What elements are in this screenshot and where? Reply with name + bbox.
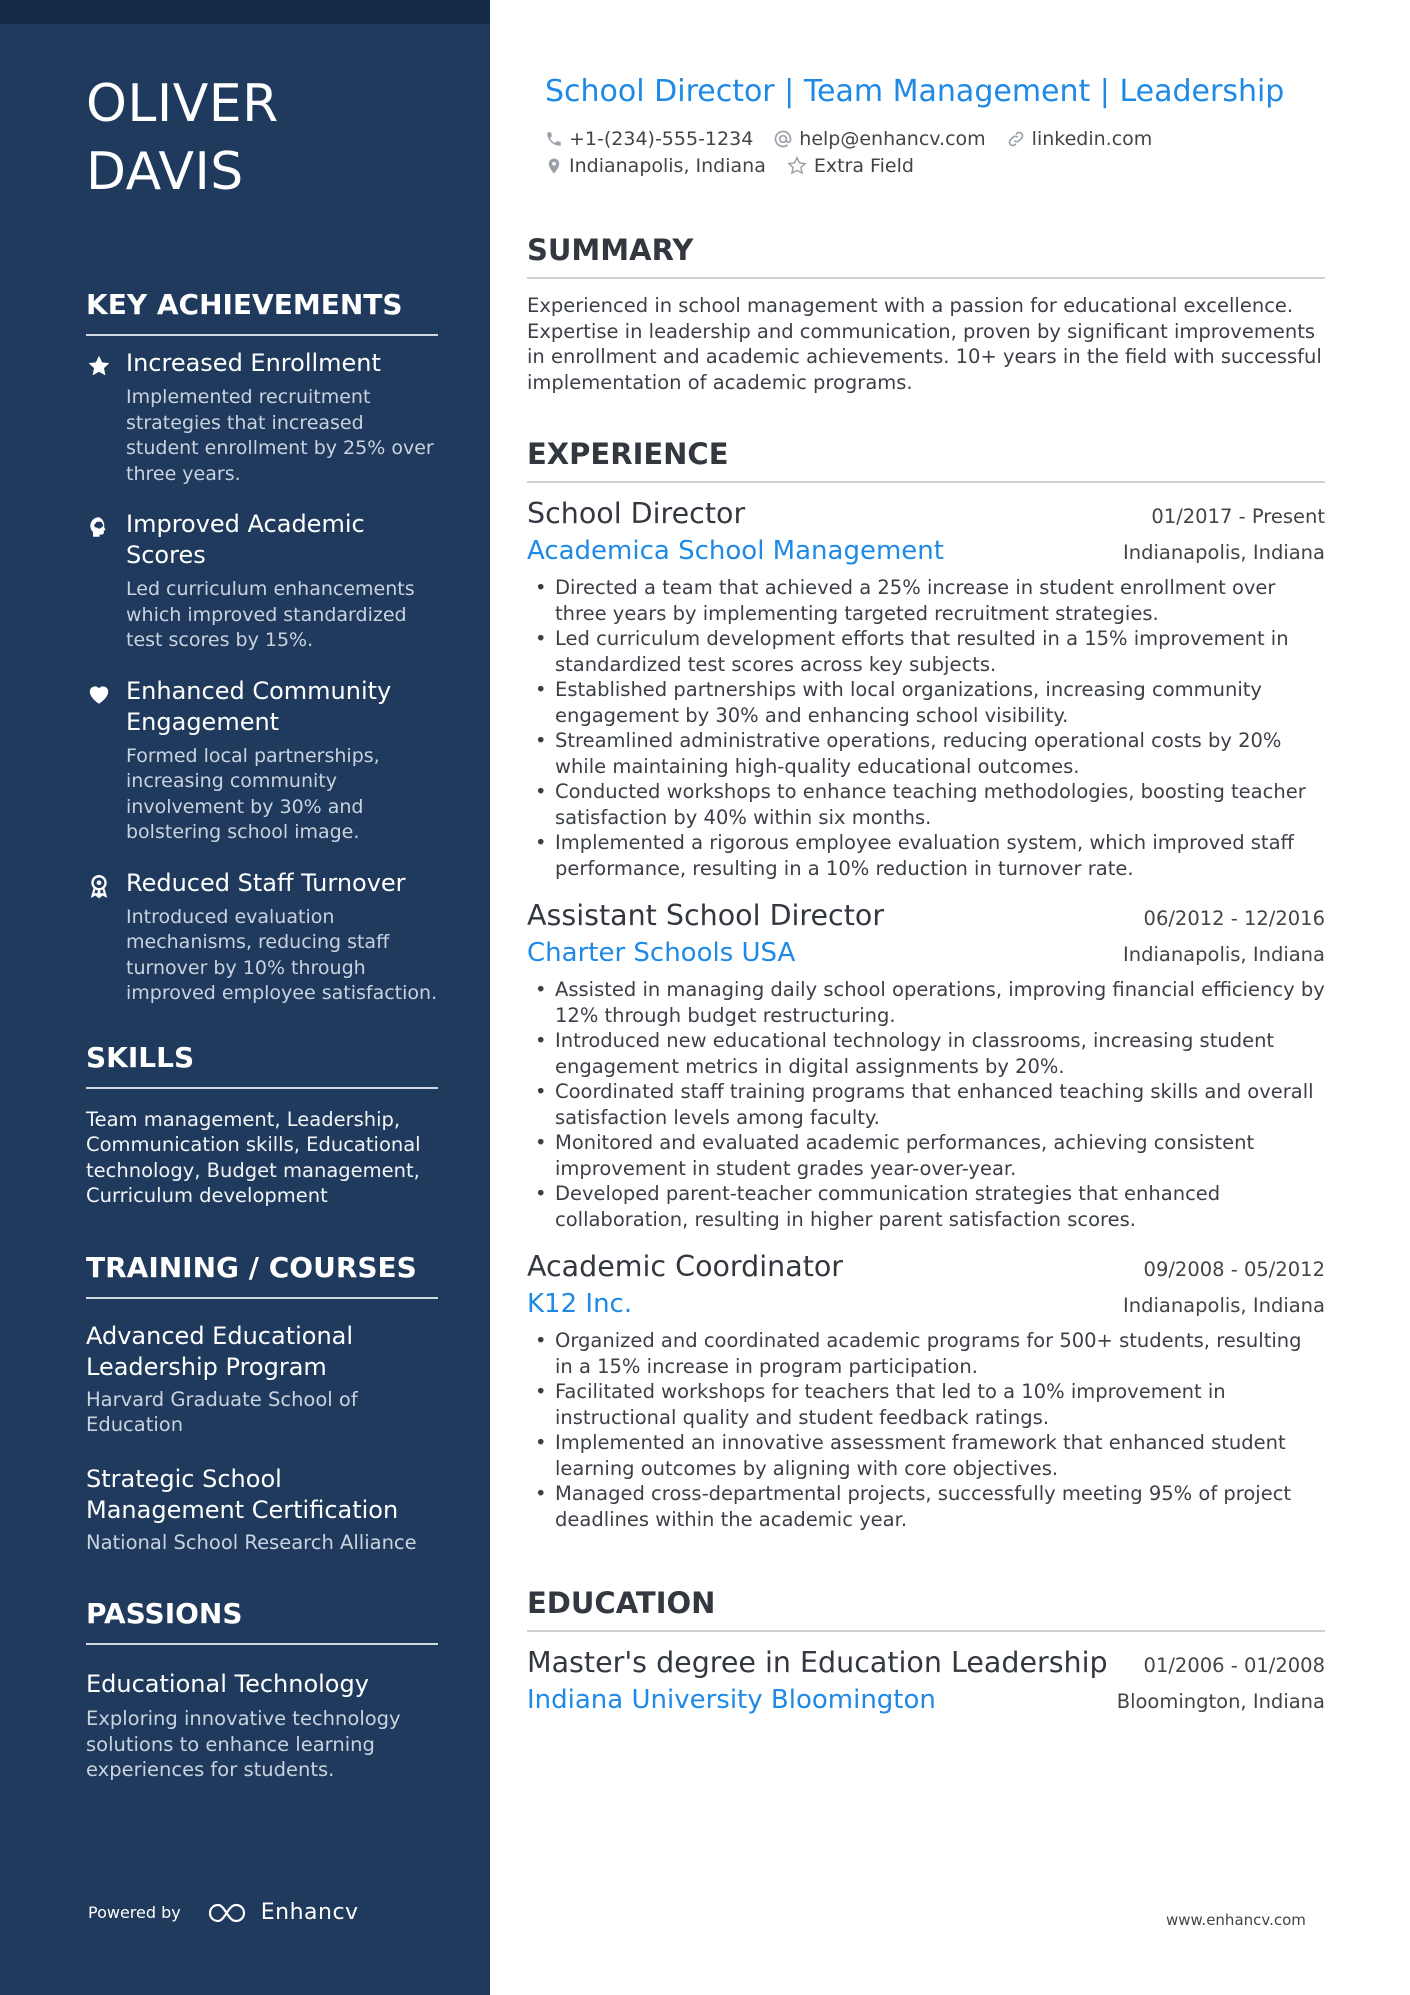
heart-icon <box>86 681 112 707</box>
job-location: Indianapolis, Indiana <box>1122 943 1325 966</box>
training-section <box>86 1251 438 1556</box>
job-dates: 06/2012 - 12/2016 <box>1143 907 1325 930</box>
job-bullets <box>527 977 1325 1232</box>
skills-section <box>86 1041 438 1209</box>
achievement-item <box>86 348 438 487</box>
job-entry <box>527 495 1325 881</box>
job-company: Academica School Management <box>527 536 944 566</box>
education-entry <box>527 1644 1325 1718</box>
achievement-description: Led curriculum enhancements which improved standardized test scores by 15%. <box>126 578 415 651</box>
phone-text: +1-(234)-555-1234 <box>569 128 754 150</box>
phone-icon <box>545 130 563 148</box>
education-section <box>527 1586 1325 1718</box>
brain-icon <box>86 514 112 540</box>
achievement-title: Enhanced Community Engagement <box>126 676 392 736</box>
achievement-description: Introduced evaluation mechanisms, reducing staff turnover by 10% through improved employee satisfaction. <box>126 905 438 1004</box>
bullet-item: • Coordinated staff training programs that enhanced teaching skills and overall satisfaction levels among faculty. <box>555 1079 1325 1130</box>
candidate-name: OLIVER DAVIS <box>86 74 279 202</box>
achievement-title: Improved Academic Scores <box>126 510 365 569</box>
course-organization: Harvard Graduate School of Education <box>86 1387 358 1436</box>
section-heading-skills: SKILLS <box>86 1041 438 1089</box>
section-heading-education: EDUCATION <box>527 1586 1325 1632</box>
section-heading-training: TRAINING / COURSES <box>86 1251 438 1299</box>
star-icon <box>86 353 112 379</box>
bullet-item: • Streamlined administrative operations, reducing operational costs by 20% while maintaining high-quality educational outcomes. <box>555 728 1325 779</box>
achievement-title: Increased Enrollment <box>126 349 381 377</box>
achievement-description: Implemented recruitment strategies that increased student enrollment by 25% over three years. <box>126 386 434 485</box>
key-achievements-section <box>86 288 438 1007</box>
award-icon <box>86 873 112 899</box>
footer-url[interactable]: www.enhancv.com <box>1166 1911 1306 1929</box>
bullet-item: • Implemented a rigorous employee evaluation system, which improved staff performance, resulting in a 10% reduction in turnover rate. <box>555 830 1325 881</box>
bullet-item: • Organized and coordinated academic programs for 500+ students, resulting in a 15% increase in program participation. <box>555 1328 1325 1379</box>
job-location: Indianapolis, Indiana <box>1122 1294 1325 1317</box>
bullet-item: • Implemented an innovative assessment framework that enhanced student learning outcomes by aligning with core objectives. <box>555 1430 1325 1481</box>
summary-section <box>527 233 1325 395</box>
bullet-item: • Led curriculum development efforts that resulted in a 15% improvement in standardized test scores across key subjects. <box>555 626 1325 677</box>
education-dates: 01/2006 - 01/2008 <box>1143 1654 1325 1677</box>
course-title: Advanced Educational Leadership Program <box>86 1321 354 1381</box>
passion-description: Exploring innovative technology solutions to enhance learning experiences for students. <box>86 1707 401 1781</box>
achievement-item <box>86 868 438 1007</box>
contact-location <box>545 155 766 177</box>
course-item <box>86 1464 438 1556</box>
at-icon <box>773 129 793 149</box>
bullet-item: • Monitored and evaluated academic performances, achieving consistent improvement in student grades year-over-year. <box>555 1130 1325 1181</box>
bullet-item: • Facilitated workshops for teachers that led to a 10% improvement in instructional quality and student feedback ratings. <box>555 1379 1325 1430</box>
summary-text: Experienced in school management with a passion for educational excellence. Expertise in leadership and communication, proven by significant improvements in enrollment and academic achievements. 10+ years in the field with successful implementation of academic programs. <box>527 294 1322 394</box>
bullet-item: • Assisted in managing daily school operations, improving financial efficiency by 12% through budget restructuring. <box>555 977 1325 1028</box>
infinity-logo-icon <box>207 1901 253 1925</box>
job-title: School Director <box>527 497 746 530</box>
job-bullets <box>527 1328 1325 1532</box>
extra-field-text: Extra Field <box>813 155 914 177</box>
sidebar-top-bar <box>0 0 490 24</box>
sidebar-content <box>86 70 438 1783</box>
job-company: K12 Inc. <box>527 1289 633 1319</box>
course-item <box>86 1321 438 1438</box>
contact-extra <box>786 155 914 177</box>
contact-email[interactable] <box>773 128 985 150</box>
job-company: Charter Schools USA <box>527 938 796 968</box>
powered-by <box>88 1900 359 1925</box>
bullet-item: • Established partnerships with local organizations, increasing community engagement by 30% and enhancing school visibility. <box>555 677 1325 728</box>
bullet-item: • Managed cross-departmental projects, successfully meeting 95% of project deadlines within the academic year. <box>555 1481 1325 1532</box>
passion-title: Educational Technology <box>86 1670 369 1698</box>
link-text: linkedin.com <box>1031 128 1153 150</box>
achievement-item <box>86 509 438 654</box>
section-heading-key-achievements: KEY ACHIEVEMENTS <box>86 288 438 336</box>
star-outline-icon <box>786 155 808 177</box>
email-text: help@enhancv.com <box>799 128 986 150</box>
achievement-item <box>86 676 438 846</box>
job-dates: 09/2008 - 05/2012 <box>1143 1258 1325 1281</box>
link-icon <box>1006 129 1026 149</box>
skills-list: Team management, Leadership, Communication skills, Educational technology, Budget management, Curriculum development <box>86 1107 421 1207</box>
course-title: Strategic School Management Certification <box>86 1464 399 1524</box>
course-organization: National School Research Alliance <box>86 1530 417 1554</box>
contact-phone[interactable] <box>545 128 753 150</box>
headline: School Director | Team Management | Leadership <box>545 74 1285 109</box>
contact-row-1 <box>545 128 1172 150</box>
enhancv-logo[interactable] <box>207 1900 359 1925</box>
job-dates: 01/2017 - Present <box>1151 505 1325 528</box>
passions-section <box>86 1597 438 1783</box>
sidebar <box>0 0 490 1995</box>
bullet-item: • Developed parent-teacher communication strategies that enhanced collaboration, resulting in higher parent satisfaction scores. <box>555 1181 1325 1232</box>
job-title: Assistant School Director <box>527 899 885 932</box>
passion-item <box>86 1669 438 1783</box>
section-heading-passions: PASSIONS <box>86 1597 438 1645</box>
job-entry <box>527 1248 1325 1532</box>
contact-link[interactable] <box>1006 128 1153 150</box>
experience-section <box>527 437 1325 1532</box>
location-pin-icon <box>545 156 563 176</box>
section-heading-experience: EXPERIENCE <box>527 437 1325 483</box>
school-name: Indiana University Bloomington <box>527 1685 936 1715</box>
section-heading-summary: SUMMARY <box>527 233 1325 279</box>
bullet-item: • Conducted workshops to enhance teaching methodologies, boosting teacher satisfaction by 40% within six months. <box>555 779 1325 830</box>
bullet-item: • Directed a team that achieved a 25% increase in student enrollment over three years by implementing targeted recruitment strategies. <box>555 575 1325 626</box>
location-text: Indianapolis, Indiana <box>569 155 766 177</box>
achievement-description: Formed local partnerships, increasing community involvement by 30% and bolstering school image. <box>126 744 380 843</box>
contact-row-2 <box>545 155 934 177</box>
brand-name: Enhancv <box>260 1900 359 1925</box>
powered-by-label: Powered by <box>88 1903 181 1922</box>
education-location: Bloomington, Indiana <box>1116 1690 1325 1713</box>
achievement-title: Reduced Staff Turnover <box>126 868 406 897</box>
bullet-item: • Introduced new educational technology in classrooms, increasing student engagement metrics in digital assignments by 20%. <box>555 1028 1325 1079</box>
job-entry <box>527 897 1325 1232</box>
degree-title: Master's degree in Education Leadership <box>527 1646 1108 1679</box>
job-bullets <box>527 575 1325 881</box>
job-location: Indianapolis, Indiana <box>1122 541 1325 564</box>
job-title: Academic Coordinator <box>527 1250 844 1283</box>
